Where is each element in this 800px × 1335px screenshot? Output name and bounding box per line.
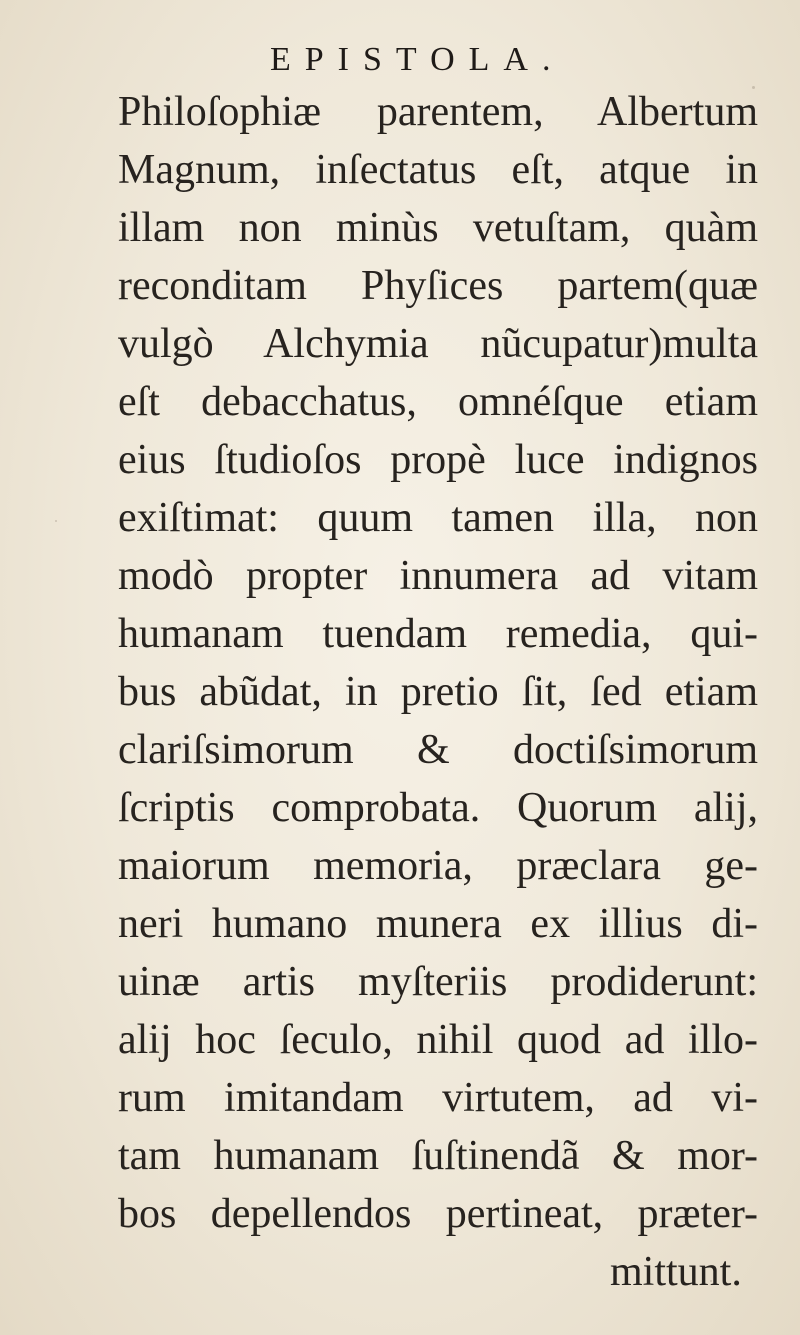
page-header: EPISTOLA. [270,41,565,78]
text-line: ſcriptis comprobata. Quorum alij, [118,785,758,831]
text-line: bus abũdat, in pretio ſit, ſed etiam [118,669,758,715]
text-line: Magnum, inſectatus eſt, atque in [118,147,758,193]
text-line: maiorum memoria, præclara ge- [118,843,758,889]
body-text [118,82,768,1302]
text-line: clariſsimorum & doctiſsimorum [118,727,758,773]
text-line: exiſtimat: quum tamen illa, non [118,495,758,541]
text-line: eſt debacchatus, omnéſque etiam [118,379,758,425]
text-line: bos depellendos pertineat, præter- [118,1191,758,1237]
text-line: reconditam Phyſices partem(quæ [118,263,758,309]
text-line: eius ſtudioſos propè luce indignos [118,437,758,483]
text-line: alij hoc ſeculo, nihil quod ad illo- [118,1017,758,1063]
text-line: humanam tuendam remedia, qui- [118,611,758,657]
text-line: modò propter innumera ad vitam [118,553,758,599]
text-line: mittunt. [610,1249,742,1295]
text-line: illam non minùs vetuſtam, quàm [118,205,758,251]
text-line: uinæ artis myſteriis prodiderunt: [118,959,758,1005]
text-line: Philoſophiæ parentem, Albertum [118,89,758,135]
text-line: vulgò Alchymia nũcupatur)multa [118,321,758,367]
text-line: neri humano munera ex illius di- [118,901,758,947]
text-line: tam humanam ſuſtinendã & mor- [118,1133,758,1179]
text-line: rum imitandam virtutem, ad vi- [118,1075,758,1121]
paper-speck [55,520,57,522]
